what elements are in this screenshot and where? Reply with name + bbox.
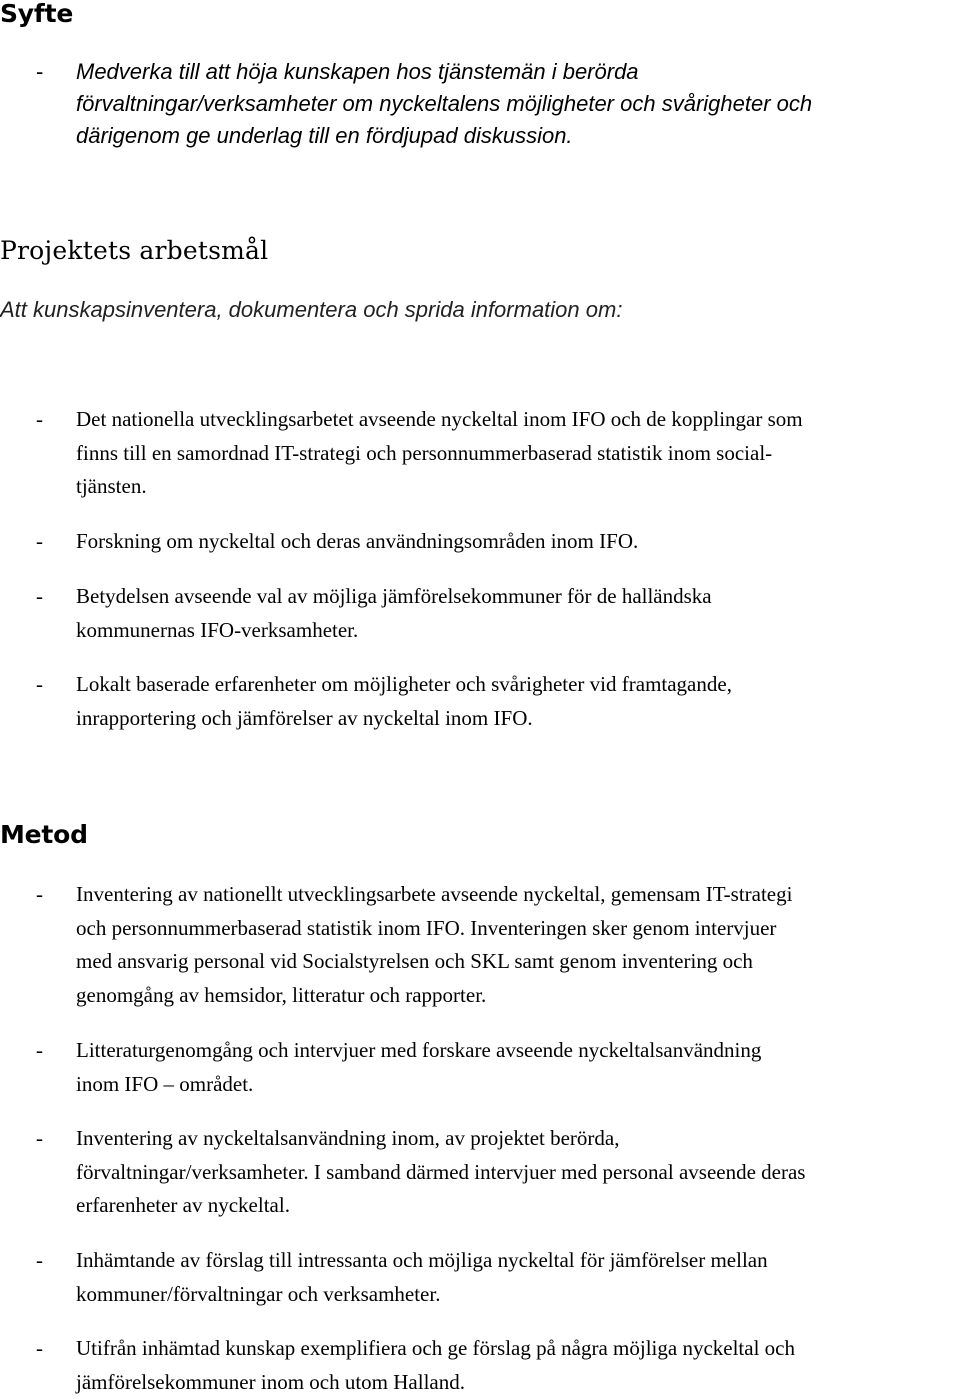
list-item (0, 403, 950, 504)
list-item (0, 878, 950, 1012)
text-line: Litteraturgenomgång och intervjuer med forskare avseende nyckeltalsanvändning (76, 1038, 762, 1062)
text-line: inrapportering och jämförelser av nyckeltal inom IFO. (76, 705, 533, 730)
section-heading-arbetsmal: Projektets arbetsmål (0, 236, 269, 265)
text-line: förvaltningar/verksamheter. I samband därmed intervjuer med personal avseende deras (76, 1159, 806, 1184)
bullet-dash: - (36, 59, 44, 84)
text-line: Betydelsen avseende val av möjliga jämförelsekommuner för de halländska (76, 584, 712, 608)
list-item (0, 1244, 950, 1311)
text-line: erfarenheter av nyckeltal. (76, 1193, 290, 1217)
section-heading-metod: Metod (0, 820, 88, 849)
list-item (0, 580, 950, 647)
text-line: finns till en samordnad IT-strategi och personnummerbaserad statistik inom social- (76, 440, 773, 465)
text-line: Inventering av nyckeltalsanvändning inom, av projektet berörda, (76, 1126, 620, 1150)
bullet-dash: - (36, 1336, 43, 1360)
text-line: och personnummerbaserad statistik inom IFO. Inventeringen sker genom intervjuer (76, 915, 777, 940)
text-line: jämförelsekommuner inom och utom Halland. (76, 1369, 465, 1394)
arbetsmal-list (0, 580, 960, 647)
bullet-dash: - (36, 672, 43, 696)
metod-list (0, 1332, 960, 1399)
text-line: kommuner/förvaltningar och verksamheter. (76, 1281, 441, 1306)
text-line: därigenom ge underlag till en fördjupad diskussion. (76, 123, 573, 148)
text-line: Utifrån inhämtad kunskap exemplifiera och ge förslag på några möjliga nyckeltal och (76, 1336, 795, 1360)
metod-list (0, 1034, 960, 1101)
text-line: Medverka till att höja kunskapen hos tjänstemän i berörda (76, 59, 639, 84)
text-line: Inventering av nationellt utvecklingsarbete avseende nyckeltal, gemensam IT-strategi (76, 882, 793, 906)
list-item (0, 1332, 950, 1399)
text-line: med ansvarig personal vid Socialstyrelsen och SKL samt genom inventering och (76, 949, 753, 973)
text-line: Det nationella utvecklingsarbetet avseende nyckeltal inom IFO och de kopplingar som (76, 407, 803, 431)
list-item (0, 525, 950, 559)
list-item (0, 668, 950, 735)
list-item (0, 1122, 950, 1223)
arbetsmal-list (0, 668, 960, 735)
metod-list (0, 1122, 960, 1223)
bullet-dash: - (36, 584, 43, 608)
text-line: Inhämtande av förslag till intressanta och möjliga nyckeltal för jämförelser mellan (76, 1248, 768, 1272)
section-heading-syfte: Syfte (0, 0, 74, 28)
bullet-dash: - (36, 1038, 43, 1062)
bullet-dash: - (36, 1126, 43, 1150)
metod-list (0, 878, 960, 1012)
syfte-list (0, 56, 960, 152)
text-line: inom IFO – området. (76, 1071, 254, 1096)
bullet-dash: - (36, 407, 43, 431)
arbetsmal-list (0, 403, 960, 504)
text-line: förvaltningar/verksamheter om nyckeltalens möjligheter och svårigheter och (76, 91, 813, 116)
metod-list (0, 1244, 960, 1311)
text-line: kommunernas IFO-verksamheter. (76, 617, 359, 642)
list-item (0, 56, 960, 152)
bullet-dash: - (36, 529, 43, 553)
text-line: Forskning om nyckeltal och deras användningsområden inom IFO. (76, 529, 639, 553)
list-item (0, 1034, 950, 1101)
text-line: genomgång av hemsidor, litteratur och rapporter. (76, 982, 487, 1007)
text-line: tjänsten. (76, 474, 147, 498)
bullet-dash: - (36, 1248, 43, 1272)
arbetsmal-intro: Att kunskapsinventera, dokumentera och sprida information om: (0, 297, 623, 322)
bullet-dash: - (36, 882, 43, 906)
arbetsmal-list (0, 525, 960, 559)
text-line: Lokalt baserade erfarenheter om möjligheter och svårigheter vid framtagande, (76, 672, 732, 696)
